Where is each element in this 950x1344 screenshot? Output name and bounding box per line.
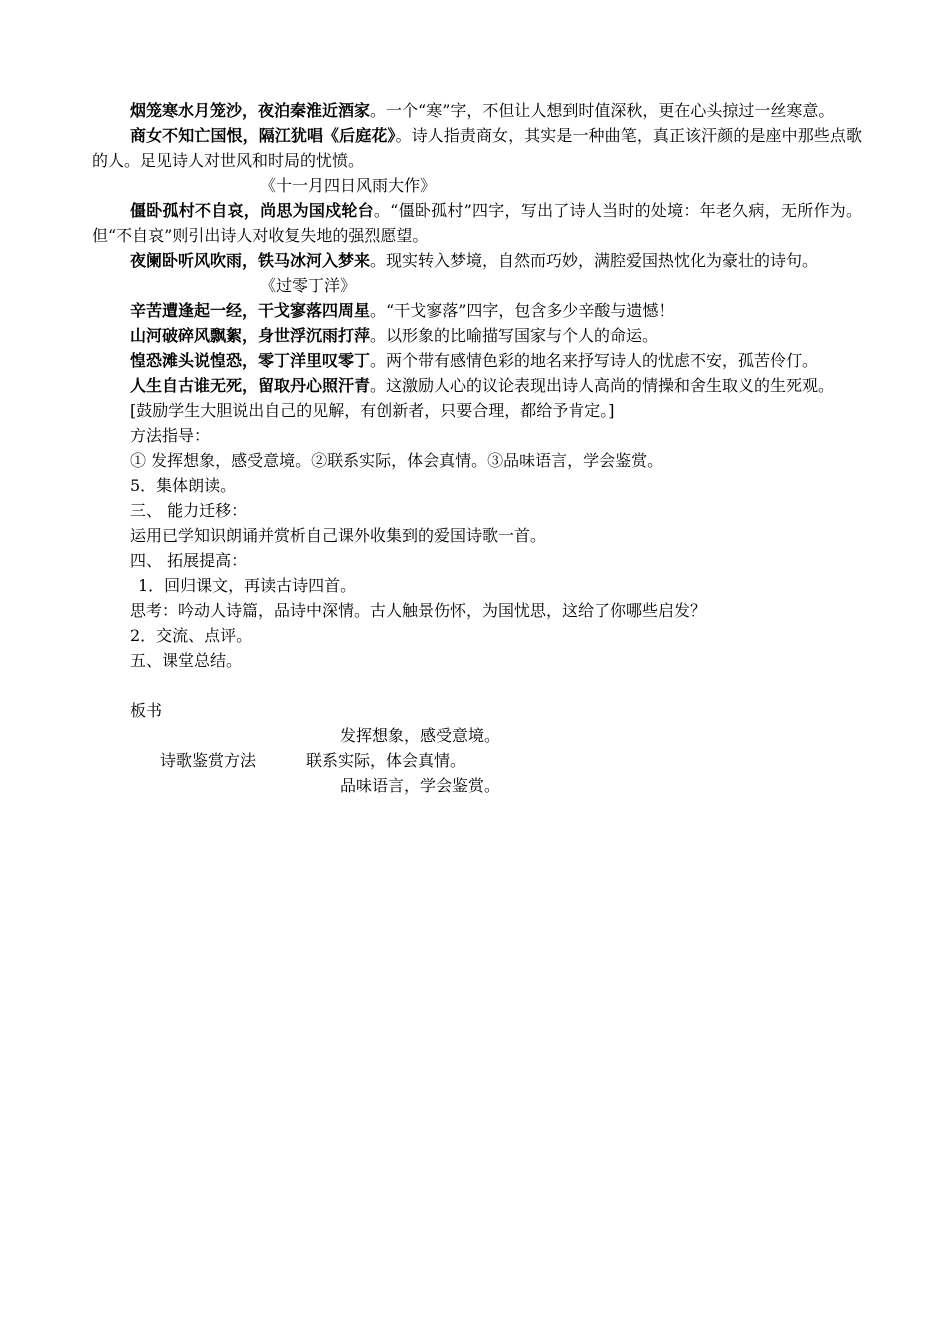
paragraph-6 [92, 323, 862, 348]
poem-line-bold: 人生自古谁无死，留取丹心照汗青 [130, 376, 371, 395]
commentary: 。“僵卧孤村”四字，写出了诗人当时的处境：年老久病，无所作为。但“不自哀”则引出诗人对收复失地的强烈愿望。 [92, 201, 862, 245]
teacher-note: [鼓励学生大胆说出自己的见解，有创新者，只要合理，都给予肯定。] [130, 401, 615, 420]
extension-step-1: 1．回归课文，再读古诗四首。 [138, 576, 357, 595]
board-line-3: 品味语言，学会鉴赏。 [340, 776, 501, 795]
poem-title-1: 《十一月四日风雨大作》 [260, 176, 437, 195]
board-label: 诗歌鉴赏方法 [160, 751, 257, 770]
commentary: 。这激励人心的议论表现出诗人高尚的情操和舍生取义的生死观。 [370, 376, 835, 395]
blackboard-layout [92, 723, 862, 803]
commentary: 。现实转入梦境，自然而巧妙，满腔爱国热忱化为豪壮的诗句。 [370, 251, 819, 270]
commentary: 。诗人指责商女，其实是一种曲笔，真正该汗颜的是座中那些点歌的人。足见诗人对世风和时局的忧愤。 [92, 126, 862, 170]
spacer [92, 673, 862, 698]
document-body [92, 98, 862, 803]
poem-line-bold: 夜阑卧听风吹雨，铁马冰河入梦来 [130, 251, 371, 270]
commentary: 。“干戈寥落”四字，包含多少辛酸与遗憾！ [370, 301, 675, 320]
paragraph-1 [92, 98, 862, 123]
poem-line-bold: 惶恐滩头说惶恐，零丁洋里叹零丁 [130, 351, 371, 370]
section-4-heading: 四、 拓展提高： [130, 551, 248, 570]
method-heading: 方法指导： [130, 426, 211, 445]
extension-step-2: 2．交流、点评。 [130, 626, 253, 645]
section-3-text: 运用已学知识朗诵并赏析自己课外收集到的爱国诗歌一首。 [130, 526, 547, 545]
paragraph-4 [92, 248, 862, 273]
poem-line-bold: 僵卧孤村不自哀，尚思为国戍轮台 [130, 201, 374, 220]
commentary: 。以形象的比喻描写国家与个人的命运。 [370, 326, 659, 345]
method-list: ① 发挥想象，感受意境。②联系实际，体会真情。③品味语言，学会鉴赏。 [130, 451, 664, 470]
step-5: 5．集体朗读。 [130, 476, 237, 495]
paragraph-7 [92, 348, 862, 373]
section-3-heading: 三、 能力迁移： [130, 501, 248, 520]
paragraph-2 [92, 123, 862, 173]
paragraph-5 [92, 298, 862, 323]
board-line-2: 联系实际，体会真情。 [306, 751, 467, 770]
paragraph-8 [92, 373, 862, 398]
commentary: 。两个带有感情色彩的地名来抒写诗人的忧虑不安，孤苦伶仃。 [370, 351, 819, 370]
commentary: 。一个“寒”字，不但让人想到时值深秋，更在心头掠过一丝寒意。 [370, 101, 835, 120]
paragraph-3 [92, 198, 862, 248]
board-line-1: 发挥想象，感受意境。 [340, 726, 501, 745]
board-title: 板书 [130, 701, 163, 720]
reflection-question: 思考：吟动人诗篇，品诗中深情。古人触景伤怀，为国忧思，这给了你哪些启发？ [130, 601, 707, 620]
poem-line-bold: 烟笼寒水月笼沙，夜泊秦淮近酒家 [130, 101, 371, 120]
poem-title-2: 《过零丁洋》 [260, 276, 357, 295]
poem-line-bold: 辛苦遭逢起一经，干戈寥落四周星 [130, 301, 371, 320]
poem-line-bold: 商女不知亡国恨，隔江犹唱《后庭花》 [130, 126, 396, 145]
section-5-heading: 五、课堂总结。 [130, 651, 243, 670]
poem-line-bold: 山河破碎风飘絮，身世浮沉雨打萍 [130, 326, 371, 345]
